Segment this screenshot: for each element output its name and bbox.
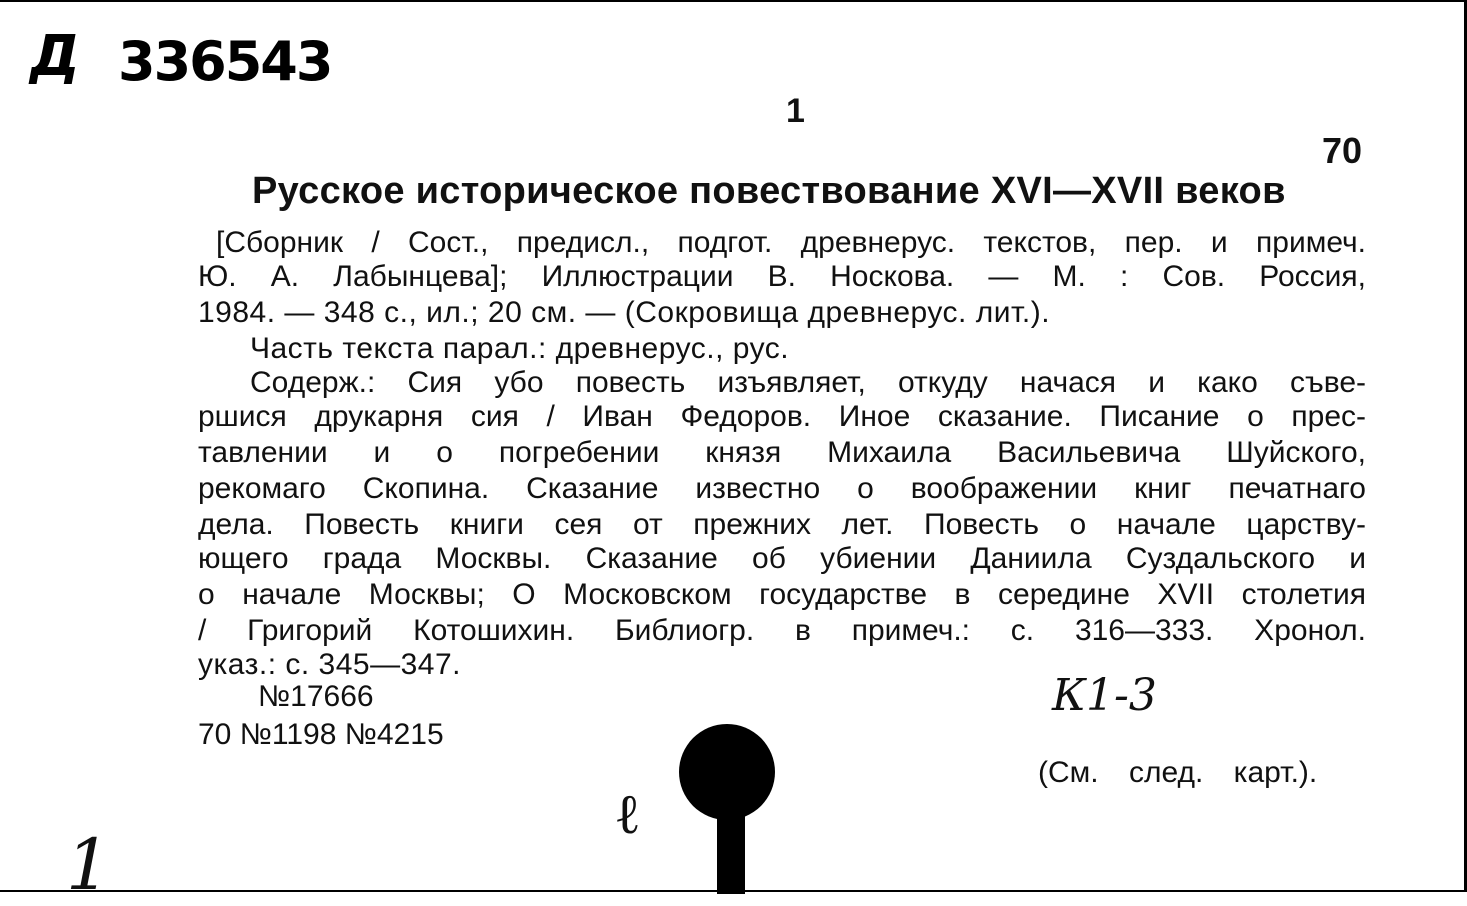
book-title: Русское историческое повествование XVI—XVII веков: [252, 170, 1286, 212]
shelf-mark-handwritten: К1-3: [1052, 670, 1157, 721]
contents-line: рекомаго Скопина. Сказание известно о воображении книг печатнаго: [198, 472, 1366, 505]
contents-line: указ.: с. 345—347.: [198, 648, 462, 681]
inventory-prefix: Д: [30, 24, 80, 89]
contents-line: ющего града Москвы. Сказание об убиении Даниила Суздальского и: [198, 542, 1366, 575]
reference-numbers: 70 №1198 №4215: [198, 718, 444, 751]
description-line: [Сборник / Сост., предисл., подгот. древнерус. текстов, пер. и примеч.: [216, 226, 1366, 259]
contents-line: Содерж.: Сия убо повесть изъявляет, откуду начася и како съве-: [250, 366, 1366, 399]
handwritten-corner-mark: 1: [66, 824, 111, 906]
language-note: Часть текста парал.: древнерус., рус.: [250, 332, 790, 365]
registration-number: №17666: [258, 680, 374, 713]
classification-index: 70: [1321, 130, 1362, 171]
description-line: Ю. А. Лабынцева]; Иллюстрации В. Носкова. — М. : Сов. Россия,: [198, 260, 1366, 293]
contents-line: тавлении и о погребении князя Михаила Васильевича Шуйского,: [198, 436, 1366, 469]
contents-line: о начале Москвы; О Московском государстве в середине XVII столетия: [198, 578, 1366, 611]
contents-line: ршися друкарня сия / Иван Федоров. Иное сказание. Писание о прес-: [198, 400, 1366, 433]
continued-note: (См. след. карт.).: [1038, 756, 1318, 789]
contents-line: дела. Повесть книги сея от прежних лет. Повесть о начале царству-: [198, 508, 1366, 541]
contents-line: / Григорий Котошихин. Библиогр. в примеч.: с. 316—333. Хронол.: [198, 614, 1366, 647]
handwritten-scribble: ℓ: [614, 782, 641, 847]
punch-hole-slot: [717, 792, 745, 894]
inventory-number: 336543: [118, 30, 332, 93]
description-line: 1984. — 348 с., ил.; 20 см. — (Сокровища древнерус. лит.).: [198, 296, 1051, 329]
card-part-number: 1: [786, 92, 805, 130]
